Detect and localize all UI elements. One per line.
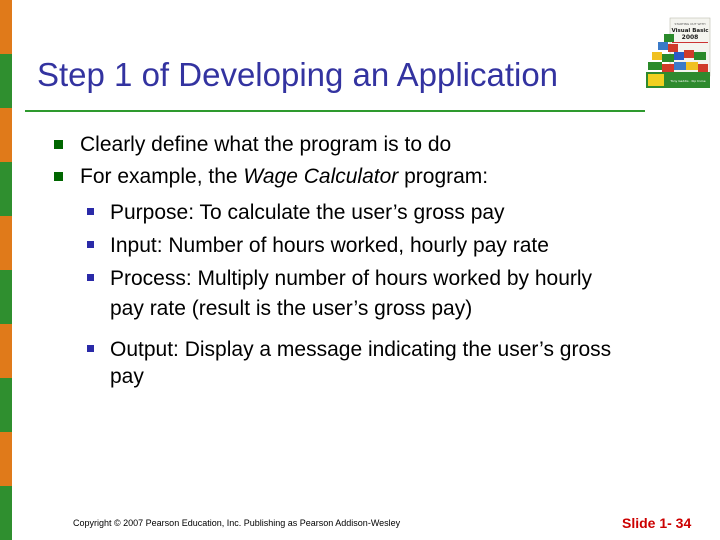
sub-bullet-marker: [87, 345, 94, 352]
svg-text:Tony Gaddis · Kip Irvine: Tony Gaddis · Kip Irvine: [670, 79, 706, 83]
bullet-text: Clearly define what the program is to do: [80, 133, 452, 156]
slide-title: Step 1 of Developing an Application: [37, 56, 559, 93]
sub-bullet-text: Output: Display a message indicating the user’s gross: [110, 338, 612, 361]
title-divider: [25, 110, 645, 112]
sub-bullet-text: Input: Number of hours worked, hourly pay rate: [110, 234, 549, 257]
svg-text:2008: 2008: [681, 34, 699, 41]
sub-bullet-text-continued: pay: [110, 365, 144, 388]
sub-bullet-marker: [87, 241, 94, 248]
bullet-marker: [54, 140, 63, 149]
bullet-marker: [54, 172, 63, 181]
slide-number: Slide 1- 34: [622, 515, 692, 531]
sub-bullet-text: Purpose: To calculate the user’s gross pay: [110, 201, 505, 224]
left-color-stripe: [0, 0, 12, 540]
sub-bullet-marker: [87, 208, 94, 215]
program-name-italic: Wage Calculator: [243, 165, 399, 188]
sub-bullet-text-continued: pay rate (result is the user’s gross pay): [110, 297, 473, 320]
sub-bullet-text: Process: Multiply number of hours worked by hourly: [110, 267, 593, 290]
sub-bullet-marker: [87, 274, 94, 281]
book-cover-logo: [644, 16, 712, 104]
svg-text:STARTING OUT WITH: STARTING OUT WITH: [674, 22, 706, 26]
bullet-text-suffix: program:: [398, 165, 489, 188]
svg-text:Visual Basic: Visual Basic: [671, 28, 709, 34]
copyright-footer: Copyright © 2007 Pearson Education, Inc. Publishing as Pearson Addison-Wesley: [73, 518, 401, 528]
bullet-text: [80, 165, 488, 189]
bullet-text-prefix: For example, the: [80, 165, 244, 188]
